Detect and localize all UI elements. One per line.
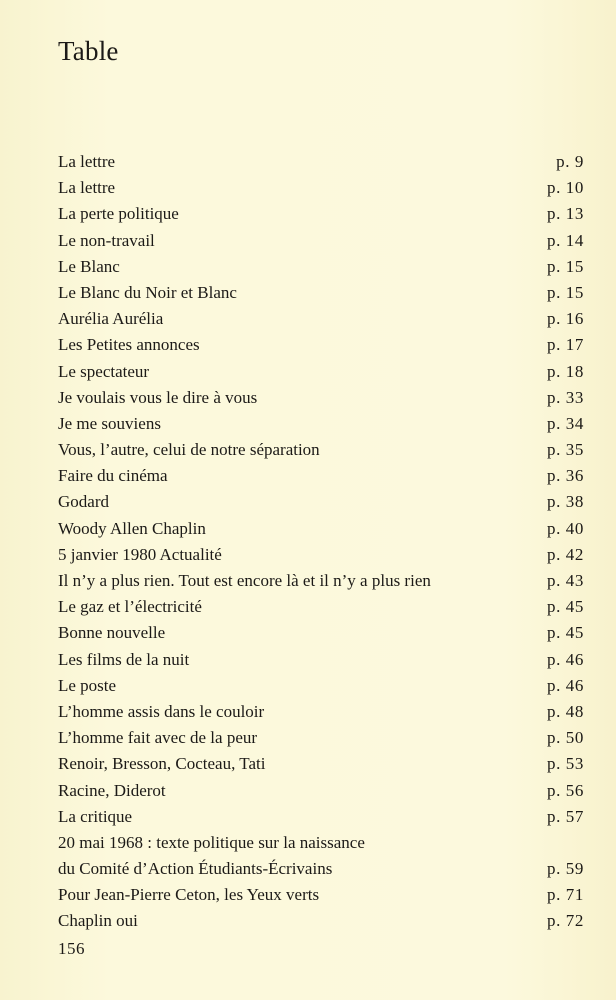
toc-entry-page: p. 57 [547,806,584,826]
page-number: 156 [58,939,85,958]
toc-entry-title: Godard [58,492,109,512]
toc-entry [58,437,584,463]
toc-entry-title: La lettre [58,152,116,171]
toc-entry [58,149,584,175]
toc-entry [58,411,584,437]
toc-entry-title: Aurélia Aurélia [58,309,164,329]
toc-entry-title: Woody Allen Chaplin [58,518,206,538]
toc-entry [58,489,584,515]
toc-entry-title: Je me souviens [58,413,161,433]
toc-entry [58,830,584,856]
toc-entry-page: p. 13 [547,204,584,224]
toc-entry [58,332,584,358]
toc-entry [58,463,584,489]
toc-entry [58,647,584,673]
toc-entry-title: Renoir, Bresson, Cocteau, Tati [58,754,266,774]
toc-entry-page: p. 48 [547,701,584,721]
toc-entry [58,254,584,280]
toc-entry-title: La critique [58,806,133,826]
toc-entry [58,306,584,332]
toc-entry-page: p. 35 [547,440,584,460]
toc-entry-page: p. 14 [547,230,584,250]
toc-entry-title: Le spectateur [58,361,150,381]
toc-entry [58,228,584,254]
toc-entry-title: Vous, l’autre, celui de notre séparation [58,440,320,460]
toc-entry-page: p. 72 [547,911,584,931]
toc-entry [58,175,584,201]
toc-entry-page: p. 59 [547,859,584,879]
toc-entry-page: p. 43 [547,571,584,590]
toc-entry-title: L’homme assis dans le couloir [58,701,265,721]
toc-entry-page: p. 45 [547,623,584,643]
toc-entry-page: p. 17 [547,335,584,355]
toc-entry-title: Racine, Diderot [58,780,166,800]
toc-entry-title: Les films de la nuit [58,649,190,669]
toc-entry [58,751,584,777]
toc-entry-page: p. 50 [547,728,584,748]
toc-entry [58,908,584,934]
toc-entry-page: p. 40 [547,518,584,538]
toc-entry-title: Le gaz et l’électricité [58,597,202,617]
toc-entry-title: Chaplin oui [58,911,138,931]
toc-entry-page: p. 34 [547,413,584,433]
toc-entry-title: Je voulais vous le dire à vous [58,387,258,407]
toc-entry [58,725,584,751]
toc-entry-title: La lettre [58,178,116,198]
toc-entry [58,673,584,699]
toc-entry [58,882,584,908]
toc-entry-page: p. 53 [547,754,584,774]
toc-entry-page: p. 36 [547,466,584,486]
toc-entry-title: Faire du cinéma [58,466,168,486]
toc-entry [58,516,584,542]
toc-entry-page: p. 42 [547,544,584,564]
toc-entry-page: p. 38 [547,492,584,512]
toc-entry-title: Le Blanc du Noir et Blanc [58,282,237,302]
toc-entry-page: p. 10 [547,178,584,198]
toc-entry-page: p. 15 [547,282,584,302]
toc-entry-title: Pour Jean-Pierre Ceton, les Yeux verts [58,885,320,905]
toc-entry-title: du Comité d’Action Étudiants-Écrivains [58,859,333,879]
toc-entry [58,542,584,568]
toc-entry [58,201,584,227]
toc-entry-page: p. 46 [547,649,584,669]
toc-entry-title: 5 janvier 1980 Actualité [58,544,222,564]
toc-entry-title: 20 mai 1968 : texte politique sur la naissance [58,832,365,852]
toc-entry-title: L’homme fait avec de la peur [58,728,258,748]
toc-entry-title: Il n’y a plus rien. Tout est encore là et il n’y a plus rien [58,571,431,590]
table-of-contents [58,149,584,935]
toc-entry-title: Le non-travail [58,230,155,250]
toc-entry [58,778,584,804]
toc-entry [58,568,584,594]
toc-entry-page: p. 9 [556,152,584,171]
toc-entry-title: Bonne nouvelle [58,623,166,643]
toc-entry [58,385,584,411]
toc-entry [58,620,584,646]
toc-entry-page: p. 45 [547,597,584,617]
toc-entry [58,359,584,385]
toc-entry [58,804,584,830]
toc-entry-title: Les Petites annonces [58,335,200,355]
toc-entry-title: La perte politique [58,204,179,224]
toc-entry-title: Le poste [58,675,117,695]
toc-entry-page: p. 15 [547,256,584,276]
toc-entry [58,856,584,882]
toc-entry [58,594,584,620]
toc-entry [58,699,584,725]
toc-entry-page: p. 18 [547,361,584,381]
toc-entry-page: p. 33 [547,387,584,407]
toc-entry-page: p. 46 [547,675,584,695]
toc-entry-page: p. 56 [547,780,584,800]
toc-entry-page: p. 71 [547,885,584,905]
page-title: Table [58,36,119,66]
toc-entry-title: Le Blanc [58,256,120,276]
toc-entry-page: p. 16 [547,309,584,329]
toc-entry [58,280,584,306]
